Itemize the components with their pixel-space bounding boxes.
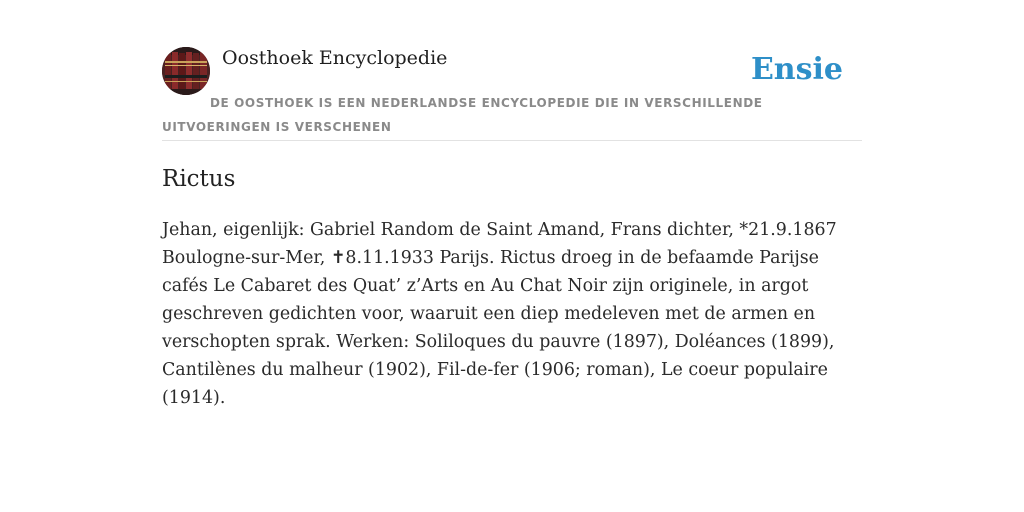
article-body: Jehan, eigenlijk: Gabriel Random de Saint Amand, Frans dichter, *21.9.1867 Boulogne-sur-Mer, ✝8.11.1933 Parijs. Rictus droeg in de befaamde Parijse cafés Le Cabaret des Quat’ z’Arts en Au Chat Noir zijn originele, in argot geschreven gedichten voor, waaruit een diep medeleven met de armen en verschopten sprak. Werken: Soliloques du pauvre (1897), Doléances (1899), Cantilènes du malheur (1902), Fil-de-fer (1906; roman), Le coeur populaire (1914). xyxy=(162,220,837,408)
encyclopedia-books-icon xyxy=(162,47,210,95)
site-title-link[interactable]: Oosthoek Encyclopedie xyxy=(222,47,448,69)
header xyxy=(162,46,862,141)
brand-logo-link[interactable]: Ensie xyxy=(750,52,843,87)
article-title: Rictus xyxy=(162,166,236,192)
tagline: DE OOSTHOEK IS EEN NEDERLANDSE ENCYCLOPEDIE DIE IN VERSCHILLENDE UITVOERINGEN IS VERSCHENEN xyxy=(162,96,763,134)
avatar[interactable] xyxy=(162,47,210,95)
